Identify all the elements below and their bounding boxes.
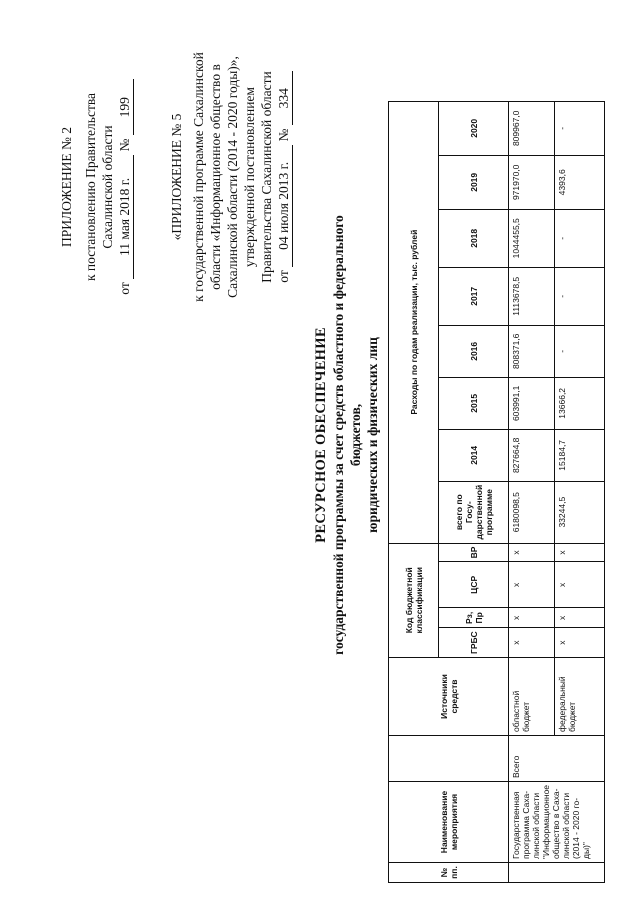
row-1-2019: 971970,0 [509,155,555,209]
row-2-vr: x [555,543,605,562]
table-header-row-1 [389,101,439,882]
document-title [313,205,381,665]
col-year-2018-header: 2018 [439,209,509,267]
row-1-grbs: x [509,628,555,658]
col-expenses-header: Расходы по годам реализации, тыс. рублей [389,101,439,543]
appendix-5-line-1: к государственной программе Сахалинской [191,52,206,302]
col-vr-header: ВР [439,543,509,562]
row-1-2016: 808371,6 [509,325,555,377]
row-name-cell: Государственная программа Саха-линской области "Информационное общество в Саха-линской области (2014 - 2020 го-ды)" [509,781,605,862]
appendix-5-line-4: утвержденной постановлением [242,87,257,267]
document-title-line-1: РЕСУРСНОЕ ОБЕСПЕЧЕНИЕ [313,327,329,543]
appendix-5-title: «ПРИЛОЖЕНИЕ № 5 [169,113,184,241]
row-1-source: областной бюджет [509,657,555,735]
row-2-source: федеральный бюджет [555,657,605,735]
row-1-2017: 1113678,5 [509,267,555,325]
appendix-2-date: 11 мая 2018 г. [116,155,134,279]
col-year-2020-header: 2020 [439,101,509,155]
row-1-2020: 809967,0 [509,101,555,155]
row-2-rzpr: x [555,608,605,628]
document-title-line-3: юридических и физических лиц [365,337,380,533]
col-total-header: всего по Госу-дарственной программе [439,481,509,543]
row-1-rzpr: x [509,608,555,628]
col-code-header: Код бюджетной классификации [389,543,439,657]
col-spacer-header [389,735,509,781]
row-2-2020: - [555,101,605,155]
col-year-2016-header: 2016 [439,325,509,377]
col-source-header: Источники средств [389,657,509,735]
row-2-grbs: x [555,628,605,658]
col-grbs-header: ГРБС [439,628,509,658]
row-total-label-cell: Всего [509,735,605,781]
appendix-2-header [58,47,134,327]
row-2-2018: - [555,209,605,267]
appendix-2-line-1: к постановлению Правительства [83,92,98,282]
row-1-total: 6180098,5 [509,481,555,543]
col-csr-header: ЦСР [439,562,509,608]
appendix-2-line-2: Сахалинской области [100,125,115,249]
appendix-5-line-2: области «Информационное общество в [208,64,223,290]
row-2-2014: 15184,7 [555,429,605,481]
col-rzpr-header: Рз, Пр [439,608,509,628]
appendix-2-from: от [117,282,132,295]
appendix-5-from: от [276,270,291,283]
appendix-5-no: № [276,128,291,142]
col-year-2019-header: 2019 [439,155,509,209]
row-2-2019: 4393,6 [555,155,605,209]
row-2-2016: - [555,325,605,377]
appendix-2-number: 199 [116,79,134,135]
row-1-2018: 1044455,5 [509,209,555,267]
appendix-5-number: 334 [275,71,293,125]
appendix-2-no: № [117,138,132,152]
appendix-5-line-3: Сахалинской области (2014 - 2020 годы)», [225,56,240,298]
row-2-2017: - [555,267,605,325]
appendix-5-line-5: Правительства Сахалинской области [259,71,274,283]
resource-table [388,101,605,883]
document-title-line-2: государственной программы за счет средств областного и федерального бюджетов, [331,215,363,655]
row-1-2014: 827664,8 [509,429,555,481]
col-num-header: № пп. [389,863,509,883]
row-2-csr: x [555,562,605,608]
row-num-cell [509,863,605,883]
table-row [509,101,555,882]
col-year-2015-header: 2015 [439,377,509,429]
col-year-2014-header: 2014 [439,429,509,481]
row-2-2015: 13666,2 [555,377,605,429]
row-1-2015: 603991,1 [509,377,555,429]
col-name-header: Наименование мероприятия [389,781,509,862]
row-1-vr: x [509,543,555,562]
appendix-5-header [168,27,293,327]
row-2-total: 33244,5 [555,481,605,543]
appendix-2-title: ПРИЛОЖЕНИЕ № 2 [59,126,74,248]
row-1-csr: x [509,562,555,608]
appendix-5-date: 04 июля 2013 г. [275,145,293,267]
col-year-2017-header: 2017 [439,267,509,325]
